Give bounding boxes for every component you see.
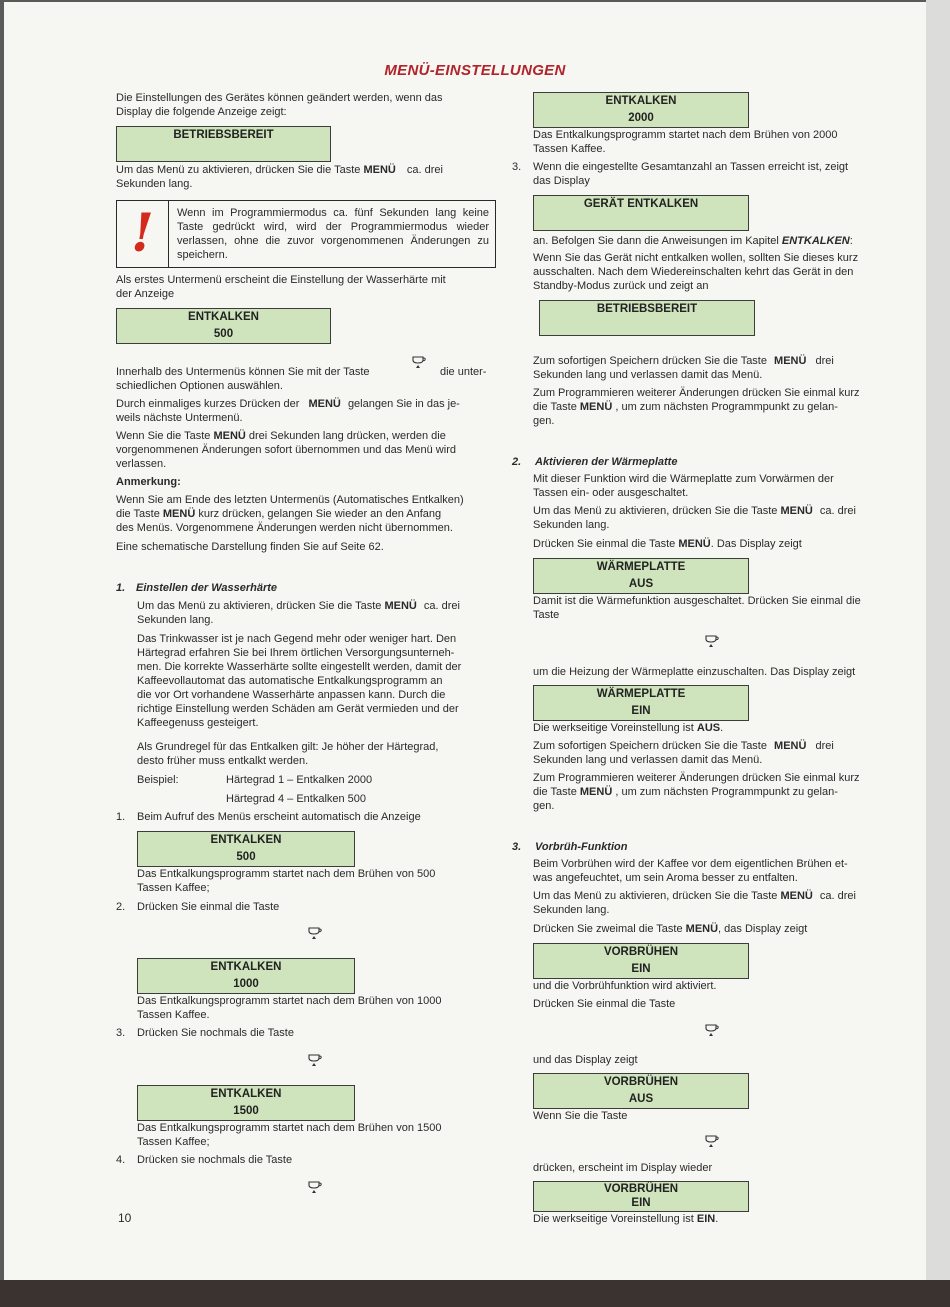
menu-key-label: MENÜ	[685, 923, 719, 935]
display-line: ENTKALKEN	[188, 311, 259, 323]
d500-line-2: Tassen Kaffee;	[137, 882, 210, 894]
s3-activated: und die Vorbrühfunktion wird aktiviert.	[533, 980, 717, 992]
section-2-number: 2.	[512, 456, 522, 468]
section-1-number: 1.	[116, 582, 126, 594]
display-line: VORBRÜHEN	[603, 1076, 679, 1088]
s2-off-2: Taste	[533, 609, 560, 621]
section-3-title: Vorbrüh-Funktion	[535, 841, 628, 853]
s1-para-4: Kaffeevollautomat das automatische Entkalkungsprogramm an	[137, 675, 443, 687]
display-line: AUS	[628, 1093, 654, 1105]
s3-activate-2: Sekunden lang.	[533, 904, 610, 916]
display-line: ENTKALKEN	[210, 1088, 282, 1100]
s1-rule-2: desto früher muss entkalkt werden.	[137, 755, 309, 767]
default-value: AUS	[696, 722, 721, 734]
s1-para-5: die vor Ort vorhandene Wasserhärte anpassen kann. Durch die	[137, 689, 446, 701]
first-submenu-2: der Anzeige	[116, 288, 175, 300]
text: Zum sofortigen Speichern drücken Sie die Taste	[533, 355, 767, 367]
s1-para-1: Das Trinkwasser ist je nach Gegend mehr oder weniger hart. Den	[137, 633, 457, 645]
menu-instruction	[116, 163, 443, 177]
display-line: GERÄT ENTKALKEN	[583, 198, 699, 210]
display-line: 1500	[233, 1105, 259, 1117]
display-entkalken-2000	[533, 92, 749, 128]
display-geraet-entkalken	[533, 195, 749, 231]
cup-button-icon	[705, 634, 721, 648]
text: ca. drei	[406, 164, 443, 176]
s1-para-2: Härtegrad erfahren Sie bei Ihrem örtlichen Versorgungsunterneh-	[137, 647, 455, 659]
r3-line-2: das Display	[533, 175, 590, 187]
follow-instructions	[533, 234, 853, 248]
text: Drücken Sie zweimal die Taste	[533, 923, 683, 935]
s1-para-3: men. Die korrekte Wasserhärte sollte eingestellt werden, damit der	[137, 661, 462, 673]
default-value: EIN	[696, 1213, 716, 1225]
text: Um das Menü zu aktivieren, drücken Sie die Taste	[533, 890, 778, 902]
no-descale-3: Standby-Modus zurück und zeigt an	[533, 280, 709, 292]
menu-key-label: MENÜ	[678, 538, 711, 550]
s2-save-1	[533, 739, 834, 753]
list-2-number: 2.	[116, 901, 126, 913]
prog-line-1: Zum Programmieren weiterer Änderungen drücken Sie einmal kurz	[533, 387, 860, 399]
list-3-number: 3.	[116, 1027, 126, 1039]
display-line: EIN	[631, 705, 651, 717]
list-4-number: 4.	[116, 1154, 126, 1166]
cup-button-icon	[705, 1134, 721, 1148]
text: Wenn Sie die Taste	[116, 430, 211, 442]
menu-key-label: MENÜ	[308, 398, 341, 410]
s2-press	[533, 537, 802, 551]
no-descale-2: ausschalten. Nach dem Wiedereinschalten kehrt das Gerät in den	[533, 266, 854, 278]
page-title: MENÜ-EINSTELLUNGEN	[384, 62, 566, 79]
save-line-2: Sekunden lang und verlassen damit das Menü.	[533, 369, 763, 381]
display-entkalken-1500	[137, 1085, 355, 1121]
display-vorbruehen-aus	[533, 1073, 749, 1109]
text: Drücken Sie einmal die Taste	[533, 538, 676, 550]
text: drei	[815, 740, 834, 752]
s3-press-once: Drücken Sie einmal die Taste	[533, 998, 676, 1010]
text: an. Befolgen Sie dann die Anweisungen im Kapitel	[533, 235, 779, 247]
display-line: VORBRÜHEN	[603, 1183, 679, 1195]
display-line: 500	[236, 851, 256, 863]
display-line: ENTKALKEN	[210, 961, 282, 973]
d1000-line-2: Tassen Kaffee.	[137, 1009, 210, 1021]
page-number: 10	[118, 1211, 132, 1225]
menu-key-label: MENÜ	[780, 890, 813, 902]
menu-key-label: MENÜ	[774, 740, 807, 752]
text: .	[720, 722, 724, 734]
list-1-text: Beim Aufruf des Menüs erscheint automatisch die Anzeige	[137, 811, 421, 823]
d2000-line-2: Tassen Kaffee.	[533, 143, 606, 155]
display-waermeplatte-aus	[533, 558, 749, 594]
s2-prog-2	[533, 785, 838, 799]
note-line-4: Eine schematische Darstellung finden Sie auf Seite 62.	[116, 541, 384, 553]
s3-when-press: Wenn Sie die Taste	[533, 1110, 628, 1122]
display-line: 500	[213, 328, 234, 340]
within-submenu-text-b: die unter-	[440, 366, 487, 378]
display-line: EIN	[631, 1197, 651, 1209]
s2-para-1: Mit dieser Funktion wird die Wärmeplatte zum Vorwärmen der	[533, 473, 834, 485]
cup-button-icon	[705, 1023, 721, 1037]
text: Zum sofortigen Speichern drücken Sie die Taste	[533, 740, 767, 752]
s2-prog-1: Zum Programmieren weiterer Änderungen drücken Sie einmal kurz	[533, 772, 860, 784]
display-line: WÄRMEPLATTE	[596, 688, 686, 700]
cup-button-icon	[308, 926, 324, 940]
text: . Das Display zeigt	[710, 538, 802, 550]
example-label: Beispiel:	[137, 774, 179, 786]
intro-line-1: Die Einstellungen des Gerätes können geändert werden, wenn das	[116, 92, 443, 104]
s2-save-2: Sekunden lang und verlassen damit das Menü.	[533, 754, 763, 766]
prog-line-3: gen.	[533, 415, 555, 427]
list-2-text: Drücken Sie einmal die Taste	[137, 901, 280, 913]
note-line-1: Wenn Sie am Ende des letzten Untermenüs (Automatisches Entkalken)	[116, 494, 464, 506]
display-entkalken-500-intro	[116, 308, 331, 344]
display-entkalken-1000	[137, 958, 355, 994]
s3-appears-again: drücken, erscheint im Display wieder	[533, 1162, 713, 1174]
text: .	[715, 1213, 719, 1225]
display-vorbruehen-ein-2	[533, 1181, 749, 1212]
s3-activate	[533, 889, 856, 903]
d2000-line-1: Das Entkalkungsprogramm startet nach dem Brühen von 2000	[533, 129, 838, 141]
s3-press-twice	[533, 922, 807, 936]
display-line: BETRIEBSBEREIT	[173, 129, 274, 141]
cup-button-icon	[308, 1180, 324, 1194]
warning-icon: !	[131, 203, 154, 264]
r3-line-1: Wenn die eingestellte Gesamtanzahl an Tassen erreicht ist, zeigt	[533, 161, 849, 173]
s1-para-7: Kaffeegenuss gesteigert.	[137, 717, 259, 729]
once-text	[116, 397, 460, 411]
text: gelangen Sie in das je-	[347, 398, 460, 410]
s2-activate-2: Sekunden lang.	[533, 519, 610, 531]
cup-button-icon	[308, 1053, 324, 1067]
warning-divider	[168, 201, 169, 267]
chapter-reference: ENTKALKEN	[781, 235, 850, 247]
r3-number: 3.	[512, 161, 522, 173]
s2-prog-3: gen.	[533, 800, 555, 812]
note-line-3: des Menüs. Vorgenommene Änderungen werden nicht übernommen.	[116, 522, 453, 534]
menu-key-label: MENÜ	[774, 355, 807, 367]
warning-text: Wenn im Programmiermodus ca. fünf Sekunden lang keine Taste gedrückt wird, wird der Programmiermodus wieder verlassen, ohne die zuvor vorgenommenen Änderungen zu speichern.	[177, 207, 489, 261]
text: Die werkseitige Voreinstellung ist	[533, 722, 694, 734]
text: ca. drei	[423, 600, 460, 612]
display-line: AUS	[628, 578, 654, 590]
display-waermeplatte-ein	[533, 685, 749, 721]
example-2: Härtegrad 4 – Entkalken 500	[226, 793, 367, 805]
list-4-text: Drücken sie nochmals die Taste	[137, 1154, 293, 1166]
text: , das Display zeigt	[718, 923, 808, 935]
text: ca. drei	[819, 505, 856, 517]
scan-bottom-border	[0, 1280, 950, 1307]
menu-key-label: MENÜ	[579, 786, 613, 798]
display-line: VORBRÜHEN	[603, 946, 679, 958]
section-2-title: Aktivieren der Wärmeplatte	[535, 456, 678, 468]
text: die Taste	[116, 508, 160, 520]
s2-heating: um die Heizung der Wärmeplatte einzuschalten. Das Display zeigt	[533, 666, 856, 678]
text: , um zum nächsten Programmpunkt zu gelan-	[615, 786, 838, 798]
menu-key-label: MENÜ	[579, 401, 613, 413]
text: Um das Menü zu aktivieren, drücken Sie die Taste	[137, 600, 382, 612]
s3-para-1: Beim Vorbrühen wird der Kaffee vor dem eigentlichen Brühen et-	[533, 858, 848, 870]
s3-para-2: was angefeuchtet, um sein Aroma besser zu entfalten.	[533, 872, 798, 884]
text: Um das Menü zu aktivieren, drücken Sie die Taste	[116, 164, 361, 176]
text: die Taste	[533, 786, 577, 798]
text: Durch einmaliges kurzes Drücken der	[116, 398, 300, 410]
menu-key-label: MENÜ	[780, 505, 813, 517]
text: Die werkseitige Voreinstellung ist	[533, 1213, 694, 1225]
display-betriebsbereit-2	[539, 300, 755, 336]
display-line: EIN	[631, 963, 651, 975]
s1-activate	[137, 599, 460, 613]
warning-box	[116, 200, 496, 268]
s3-default	[533, 1212, 718, 1226]
display-entkalken-500	[137, 831, 355, 867]
s2-activate	[533, 504, 856, 518]
within-submenu-text-2: schiedlichen Optionen auswählen.	[116, 380, 283, 392]
menu-key-label: MENÜ	[213, 430, 246, 442]
list-1-number: 1.	[116, 811, 126, 823]
prog-line-2	[533, 400, 838, 414]
text: drei Sekunden lang drücken, werden die	[248, 430, 446, 442]
display-line: BETRIEBSBEREIT	[596, 303, 698, 315]
display-line: ENTKALKEN	[605, 95, 677, 107]
example-1: Härtegrad 1 – Entkalken 2000	[226, 774, 373, 786]
display-vorbruehen-ein	[533, 943, 749, 979]
menu-instruction-2: Sekunden lang.	[116, 178, 193, 190]
s2-off-1: Damit ist die Wärmefunktion ausgeschaltet. Drücken Sie einmal die	[533, 595, 861, 607]
menu-key-label: MENÜ	[384, 600, 417, 612]
no-descale-1: Wenn Sie das Gerät nicht entkalken wollen, sollten Sie dieses kurz	[533, 252, 859, 264]
menu-key-label: MENÜ	[162, 508, 196, 520]
first-submenu-1: Als erstes Untermenü erscheint die Einstellung der Wasserhärte mit	[116, 274, 446, 286]
text: drei	[815, 355, 834, 367]
once-text-2: weils nächste Untermenü.	[116, 412, 243, 424]
note-heading: Anmerkung:	[116, 476, 181, 488]
display-betriebsbereit	[116, 126, 331, 162]
s3-display-shows: und das Display zeigt	[533, 1054, 638, 1066]
d1000-line-1: Das Entkalkungsprogramm startet nach dem Brühen von 1000	[137, 995, 442, 1007]
display-line: 2000	[628, 112, 654, 124]
section-3-number: 3.	[512, 841, 522, 853]
cup-button-icon	[412, 355, 428, 369]
intro-line-2: Display die folgende Anzeige zeigt:	[116, 106, 287, 118]
list-3-text: Drücken Sie nochmals die Taste	[137, 1027, 294, 1039]
s1-para-6: richtige Einstellung werden Schäden am Gerät vermieden und der	[137, 703, 459, 715]
text: Um das Menü zu aktivieren, drücken Sie die Taste	[533, 505, 778, 517]
page-edge	[926, 0, 950, 1307]
text: die Taste	[533, 401, 577, 413]
three-sec-text-2: vorgenommenen Änderungen sofort übernommen und das Menü wird	[116, 444, 456, 456]
within-submenu-text: Innerhalb des Untermenüs können Sie mit der Taste	[116, 366, 370, 378]
s1-rule-1: Als Grundregel für das Entkalken gilt: Je höher der Härtegrad,	[137, 741, 439, 753]
text: :	[849, 235, 853, 247]
s2-para-2: Tassen ein- oder ausgeschaltet.	[533, 487, 689, 499]
d1500-line-2: Tassen Kaffee;	[137, 1136, 210, 1148]
three-sec-text	[116, 429, 446, 443]
display-line: 1000	[233, 978, 259, 990]
section-1-title: Einstellen der Wasserhärte	[136, 582, 278, 594]
text: , um zum nächsten Programmpunkt zu gelan-	[615, 401, 838, 413]
menu-key-label: MENÜ	[363, 164, 396, 176]
three-sec-text-3: verlassen.	[116, 458, 167, 470]
save-line-1	[533, 354, 834, 368]
display-line: WÄRMEPLATTE	[596, 561, 686, 573]
text: ca. drei	[819, 890, 856, 902]
s2-default	[533, 721, 723, 735]
d500-line-1: Das Entkalkungsprogramm startet nach dem Brühen von 500	[137, 868, 436, 880]
d1500-line-1: Das Entkalkungsprogramm startet nach dem Brühen von 1500	[137, 1122, 442, 1134]
text: kurz drücken, gelangen Sie wieder an den Anfang	[198, 508, 442, 520]
note-line-2	[116, 507, 441, 521]
s1-activate-2: Sekunden lang.	[137, 614, 214, 626]
display-line: ENTKALKEN	[210, 834, 282, 846]
